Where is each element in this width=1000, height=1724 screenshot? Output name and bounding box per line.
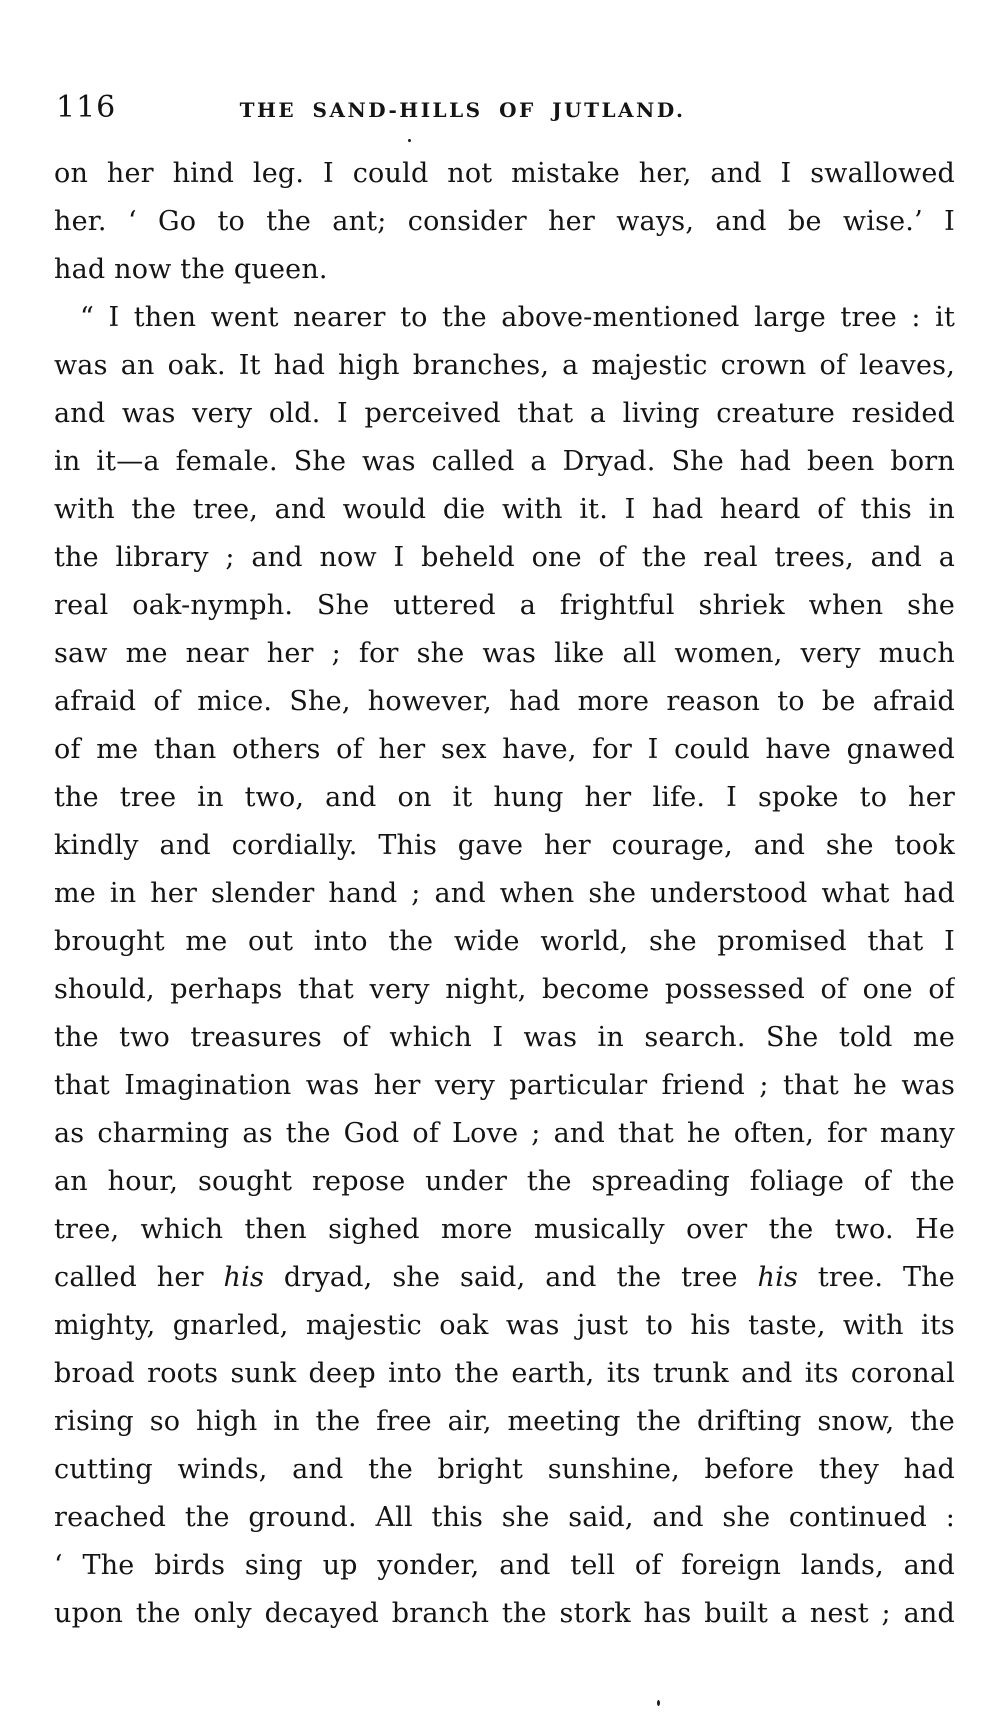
text-line [54, 1494, 955, 1542]
text-segment: and was very old. I perceived that a living creature resided [54, 398, 955, 429]
text-segment: that Imagination was her very particular friend ; that he was [54, 1070, 955, 1101]
text-line [54, 774, 955, 822]
text-segment: broad roots sunk deep into the earth, its trunk and its coronal [54, 1358, 955, 1389]
text-line [54, 1542, 955, 1590]
text-segment: me in her slender hand ; and when she understood what had [54, 878, 955, 909]
text-segment: ‘ The birds sing up yonder, and tell of foreign lands, and [54, 1550, 955, 1581]
text-line [54, 534, 955, 582]
text-segment: reached the ground. All this she said, and she continued : [54, 1502, 955, 1533]
text-segment: real oak-nymph. She uttered a frightful shriek when she [54, 590, 955, 621]
text-segment: the two treasures of which I was in search. She told me [54, 1022, 955, 1053]
text-line [54, 1206, 955, 1254]
text-segment: “ I then went nearer to the above-mentioned large tree : it [80, 302, 955, 333]
text-line [54, 294, 955, 342]
text-line [54, 1014, 955, 1062]
text-line [54, 150, 955, 198]
text-segment: mighty, gnarled, majestic oak was just to his taste, with its [54, 1310, 955, 1341]
text-segment: called her [54, 1262, 224, 1293]
text-segment: rising so high in the free air, meeting the drifting snow, the [54, 1406, 955, 1437]
text-segment: the tree in two, and on it hung her life. I spoke to her [54, 782, 955, 813]
italic-text-segment: his [223, 1262, 265, 1293]
text-segment: kindly and cordially. This gave her courage, and she took [54, 830, 955, 861]
text-segment: brought me out into the wide world, she promised that I [54, 926, 955, 957]
text-line [54, 246, 955, 294]
page-body [54, 150, 955, 1638]
text-segment: of me than others of her sex have, for I could have gnawed [54, 734, 955, 765]
text-segment: dryad, she said, and the tree [264, 1262, 758, 1293]
text-segment: tree, which then sighed more musically over the two. He [54, 1214, 955, 1245]
text-line [54, 678, 955, 726]
text-line [54, 966, 955, 1014]
text-segment: with the tree, and would die with it. I had heard of this in [54, 494, 955, 525]
text-line [54, 438, 955, 486]
text-segment: in it—a female. She was called a Dryad. She had been born [54, 446, 955, 477]
text-segment: cutting winds, and the bright sunshine, before they had [54, 1454, 955, 1485]
scan-speck [657, 1700, 660, 1706]
page-number: 116 [56, 90, 117, 125]
paragraph [54, 294, 955, 1638]
text-line [54, 870, 955, 918]
scan-speck [408, 139, 411, 142]
text-line [54, 1302, 955, 1350]
text-segment: had now the queen. [54, 254, 328, 285]
text-segment: upon the only decayed branch the stork has built a nest ; and [54, 1598, 955, 1629]
text-line [54, 1350, 955, 1398]
text-segment: her. ‘ Go to the ant; consider her ways, and be wise.’ I [54, 206, 955, 237]
text-segment: should, perhaps that very night, become possessed of one of [54, 974, 955, 1005]
text-line [54, 582, 955, 630]
italic-text-segment: his [757, 1262, 799, 1293]
text-segment: was an oak. It had high branches, a majestic crown of leaves, [54, 350, 955, 381]
text-line [54, 822, 955, 870]
text-line [54, 198, 955, 246]
text-line [54, 1062, 955, 1110]
text-segment: saw me near her ; for she was like all women, very much [54, 638, 955, 669]
text-line [54, 726, 955, 774]
text-line [54, 1590, 955, 1638]
text-segment: the library ; and now I beheld one of the real trees, and a [54, 542, 955, 573]
running-header-title: THE SAND-HILLS OF JUTLAND. [239, 98, 686, 122]
text-line [54, 1254, 955, 1302]
page-header [0, 92, 1000, 130]
text-segment: afraid of mice. She, however, had more reason to be afraid [54, 686, 955, 717]
text-segment: on her hind leg. I could not mistake her, and I swallowed [54, 158, 955, 189]
text-line [54, 918, 955, 966]
text-line [54, 1158, 955, 1206]
text-line [54, 1110, 955, 1158]
text-segment: as charming as the God of Love ; and that he often, for many [54, 1118, 955, 1149]
paragraph [54, 150, 955, 294]
text-line [54, 1398, 955, 1446]
text-segment: an hour, sought repose under the spreading foliage of the [54, 1166, 955, 1197]
text-line [54, 630, 955, 678]
text-line [54, 1446, 955, 1494]
text-line [54, 342, 955, 390]
text-line [54, 486, 955, 534]
text-segment: tree. The [798, 1262, 955, 1293]
text-line [54, 390, 955, 438]
